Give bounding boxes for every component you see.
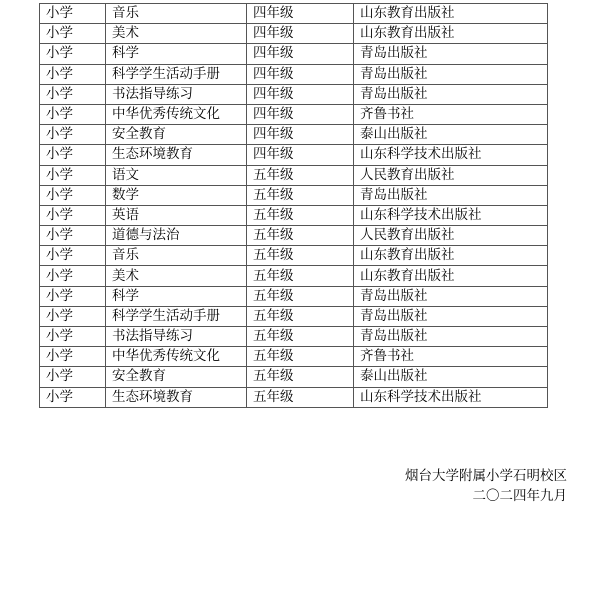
grade-cell: 五年级 — [247, 387, 354, 407]
grade-cell: 五年级 — [247, 306, 354, 326]
school-level-cell: 小学 — [40, 205, 106, 225]
school-level-cell: 小学 — [40, 226, 106, 246]
subject-cell: 音乐 — [106, 246, 247, 266]
subject-cell: 安全教育 — [106, 367, 247, 387]
school-level-cell: 小学 — [40, 185, 106, 205]
table-row — [40, 44, 548, 64]
publisher-cell: 泰山出版社 — [354, 367, 548, 387]
grade-cell: 五年级 — [247, 185, 354, 205]
grade-cell: 四年级 — [247, 145, 354, 165]
publisher-cell: 人民教育出版社 — [354, 165, 548, 185]
subject-cell: 数学 — [106, 185, 247, 205]
publisher-cell: 青岛出版社 — [354, 306, 548, 326]
table-row — [40, 165, 548, 185]
subject-cell: 书法指导练习 — [106, 84, 247, 104]
school-level-cell: 小学 — [40, 24, 106, 44]
publisher-cell: 齐鲁书社 — [354, 347, 548, 367]
table-row — [40, 347, 548, 367]
publisher-cell: 山东教育出版社 — [354, 266, 548, 286]
table-row — [40, 226, 548, 246]
subject-cell: 道德与法治 — [106, 226, 247, 246]
textbook-table — [39, 3, 548, 408]
publisher-cell: 青岛出版社 — [354, 327, 548, 347]
publisher-cell: 青岛出版社 — [354, 44, 548, 64]
school-level-cell: 小学 — [40, 145, 106, 165]
publisher-cell: 山东科学技术出版社 — [354, 387, 548, 407]
issue-date: 二〇二四年九月 — [472, 488, 567, 504]
grade-cell: 四年级 — [247, 44, 354, 64]
school-level-cell: 小学 — [40, 286, 106, 306]
grade-cell: 四年级 — [247, 4, 354, 24]
grade-cell: 五年级 — [247, 246, 354, 266]
publisher-cell: 青岛出版社 — [354, 84, 548, 104]
textbook-table-body — [40, 4, 548, 408]
publisher-cell: 人民教育出版社 — [354, 226, 548, 246]
publisher-cell: 山东教育出版社 — [354, 4, 548, 24]
subject-cell: 科学 — [106, 44, 247, 64]
grade-cell: 四年级 — [247, 24, 354, 44]
publisher-cell: 山东教育出版社 — [354, 24, 548, 44]
table-row — [40, 104, 548, 124]
publisher-cell: 青岛出版社 — [354, 185, 548, 205]
grade-cell: 四年级 — [247, 64, 354, 84]
publisher-cell: 青岛出版社 — [354, 286, 548, 306]
publisher-cell: 山东教育出版社 — [354, 246, 548, 266]
subject-cell: 书法指导练习 — [106, 327, 247, 347]
grade-cell: 五年级 — [247, 226, 354, 246]
school-level-cell: 小学 — [40, 104, 106, 124]
subject-cell: 生态环境教育 — [106, 387, 247, 407]
school-level-cell: 小学 — [40, 64, 106, 84]
school-level-cell: 小学 — [40, 125, 106, 145]
grade-cell: 四年级 — [247, 104, 354, 124]
grade-cell: 五年级 — [247, 165, 354, 185]
grade-cell: 五年级 — [247, 286, 354, 306]
signature-block — [405, 466, 567, 506]
subject-cell: 中华优秀传统文化 — [106, 347, 247, 367]
subject-cell: 科学学生活动手册 — [106, 64, 247, 84]
school-name: 烟台大学附属小学石明校区 — [405, 468, 567, 484]
school-level-cell: 小学 — [40, 387, 106, 407]
subject-cell: 生态环境教育 — [106, 145, 247, 165]
subject-cell: 语文 — [106, 165, 247, 185]
school-level-cell: 小学 — [40, 327, 106, 347]
subject-cell: 安全教育 — [106, 125, 247, 145]
table-row — [40, 24, 548, 44]
grade-cell: 五年级 — [247, 327, 354, 347]
school-level-cell: 小学 — [40, 44, 106, 64]
school-level-cell: 小学 — [40, 84, 106, 104]
subject-cell: 英语 — [106, 205, 247, 225]
table-row — [40, 185, 548, 205]
publisher-cell: 山东科学技术出版社 — [354, 205, 548, 225]
school-level-cell: 小学 — [40, 266, 106, 286]
table-row — [40, 125, 548, 145]
subject-cell: 音乐 — [106, 4, 247, 24]
subject-cell: 科学学生活动手册 — [106, 306, 247, 326]
subject-cell: 美术 — [106, 266, 247, 286]
table-row — [40, 327, 548, 347]
school-level-cell: 小学 — [40, 4, 106, 24]
table-row — [40, 205, 548, 225]
table-row — [40, 306, 548, 326]
grade-cell: 五年级 — [247, 347, 354, 367]
school-level-cell: 小学 — [40, 367, 106, 387]
subject-cell: 美术 — [106, 24, 247, 44]
grade-cell: 五年级 — [247, 266, 354, 286]
grade-cell: 四年级 — [247, 125, 354, 145]
subject-cell: 科学 — [106, 286, 247, 306]
table-row — [40, 286, 548, 306]
subject-cell: 中华优秀传统文化 — [106, 104, 247, 124]
grade-cell: 四年级 — [247, 84, 354, 104]
table-row — [40, 145, 548, 165]
publisher-cell: 山东科学技术出版社 — [354, 145, 548, 165]
grade-cell: 五年级 — [247, 205, 354, 225]
table-row — [40, 387, 548, 407]
table-row — [40, 4, 548, 24]
publisher-cell: 青岛出版社 — [354, 64, 548, 84]
school-level-cell: 小学 — [40, 347, 106, 367]
school-level-cell: 小学 — [40, 246, 106, 266]
table-row — [40, 84, 548, 104]
school-level-cell: 小学 — [40, 165, 106, 185]
publisher-cell: 泰山出版社 — [354, 125, 548, 145]
grade-cell: 五年级 — [247, 367, 354, 387]
table-row — [40, 367, 548, 387]
school-level-cell: 小学 — [40, 306, 106, 326]
table-row — [40, 64, 548, 84]
table-row — [40, 266, 548, 286]
table-row — [40, 246, 548, 266]
publisher-cell: 齐鲁书社 — [354, 104, 548, 124]
